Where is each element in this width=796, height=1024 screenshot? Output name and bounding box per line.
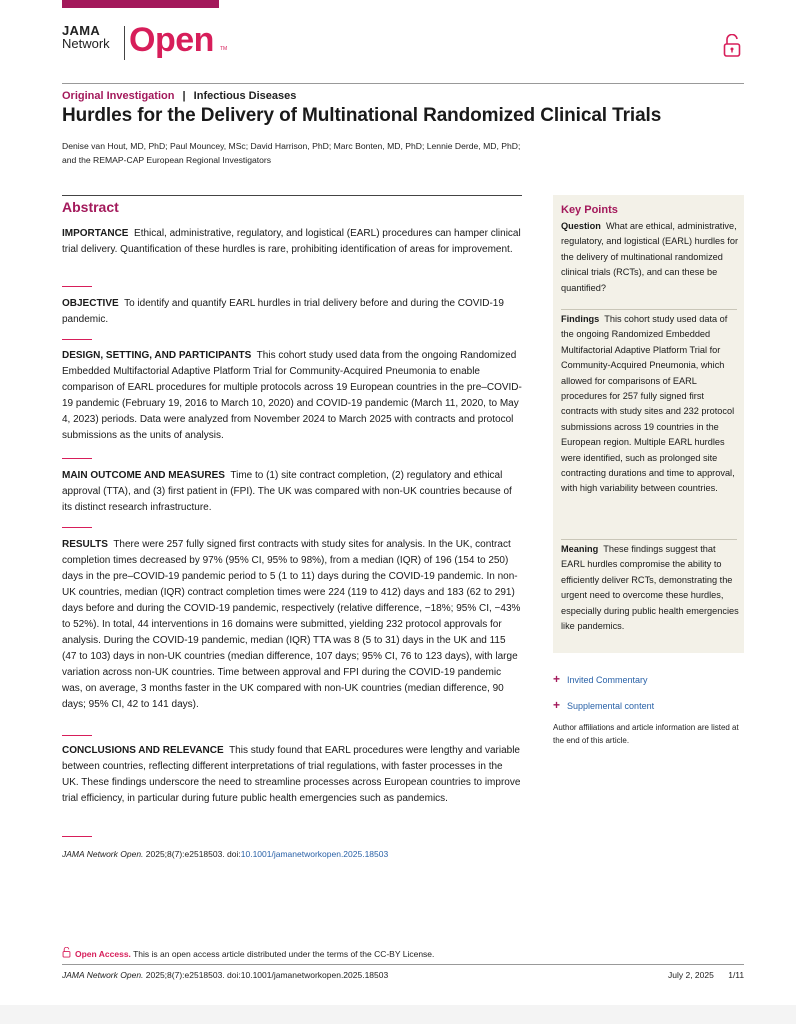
- footer-journal: JAMA Network Open.: [62, 970, 144, 980]
- footer-rule: [62, 964, 744, 965]
- section-text: This cohort study used data from the ongoing Randomized Embedded Multifactorial Adaptive Platform Trial for Community-Acquired Pneumonia to enable comparison of EARL procedures for multiple protocols across 19 European countries in the pre–COVID-19 pandemic (February 19, 2016 to March 10, 2020) and COVID-19 pandemic (March 11, 2020, to May 4, 2023) periods. Data were analyzed from November 2024 to March 2025 with contracts and protocol submissions as the units of analysis.: [62, 350, 522, 441]
- author-line: Denise van Hout, MD, PhD; Paul Mouncey, MSc; David Harrison, PhD; Marc Bonten, MD, PhD; Lennie Derde, MD, PhD;: [62, 141, 521, 151]
- section-text: Time to (1) site contract completion, (2) regulatory and ethical approval (TTA), and (3) first patient in (FPI). The UK was compared with non-UK countries because of its distinct research infrastructure.: [62, 470, 512, 513]
- key-points-divider: [561, 309, 737, 310]
- key-point-label: Question: [561, 221, 601, 231]
- citation-ref: 2025;8(7):e2518503. doi:: [143, 849, 241, 859]
- affiliations-note: Author affiliations and article information are listed at the end of this article.: [553, 723, 739, 745]
- section-label: IMPORTANCE: [62, 228, 129, 239]
- author-line: and the REMAP-CAP European Regional Investigators: [62, 154, 272, 165]
- abstract-outcomes: [62, 468, 522, 516]
- section-label: OBJECTIVE: [62, 298, 119, 309]
- abstract-results: [62, 537, 522, 713]
- section-divider: [62, 735, 92, 736]
- open-lock-icon: [723, 34, 741, 58]
- abstract-top-rule: [62, 195, 522, 196]
- article-type[interactable]: Original Investigation: [62, 90, 175, 102]
- citation-doi-link[interactable]: 10.1001/jamanetworkopen.2025.18503: [240, 849, 389, 859]
- logo-jama: JAMA: [62, 23, 101, 38]
- author-list: [62, 140, 582, 167]
- article-citation: [62, 849, 388, 859]
- key-point-text: This cohort study used data of the ongoing Randomized Embedded Multifactorial Adaptive Platform Trial for Community-Acquired Pneumonia, which allowed for comparisons of EARL procedures for 257 fully signed first contracts with study sites and 232 protocol submissions across 19 countries in the European region. Multiple EARL hurdles were identified, such as prolonged site contracting durations and time to approval, with high variability between countries.: [561, 314, 735, 494]
- key-point-meaning: [561, 542, 739, 634]
- logo-divider: [124, 26, 125, 60]
- page-bottom-band: [0, 1005, 796, 1024]
- link-label: Invited Commentary: [567, 675, 648, 685]
- link-label: Supplemental content: [567, 701, 655, 711]
- article-title: Hurdles for the Delivery of Multinational Randomized Clinical Trials: [62, 105, 662, 126]
- key-points-heading: Key Points: [561, 204, 618, 216]
- open-access-note: [62, 947, 434, 959]
- article-kicker: [62, 90, 296, 102]
- section-text: There were 257 fully signed first contracts with study sites for analysis. In the UK, contract completion times decreased by 97% (95% CI, 95% to 98%), from a median (IQR) of 196 (154 to 250) days in the pre–COVID-19 pandemic period to 5 (1 to 11) days during the COVID-19 pandemic. In non-UK countries, median (IQR) contract completion times were 224 (119 to 412) days and 183 (62 to 291) days before and during the COVID-19 pandemic, respectively (relative difference, −18%; 95% CI, −43% to 52%). In total, 44 interventions in 16 domains were submitted, yielding 232 protocol approvals for analysis. During the COVID-19 pandemic, median (IQR) TTA was 8 (5 to 31) days in the UK and 115 (47 to 103) days in non-UK countries (median difference, 107 days; 95% CI, 76 to 123 days), with large variation across non-UK countries. Time between approval and FPI during the COVID-19 pandemic was, on average, 3 months faster in the UK compared with non-UK countries (median difference, 90 days; 95% CI, 42 to 141 days).: [62, 539, 521, 710]
- section-label: RESULTS: [62, 539, 108, 550]
- key-points-divider: [561, 539, 737, 540]
- key-point-label: Findings: [561, 314, 600, 324]
- footer-date-page: [668, 970, 744, 980]
- key-point-label: Meaning: [561, 544, 599, 554]
- key-point-findings: [561, 312, 739, 497]
- section-text: To identify and quantify EARL hurdles in trial delivery before and during the COVID-19 pandemic.: [62, 298, 504, 325]
- footer-date: July 2, 2025: [668, 970, 714, 980]
- key-point-text: These findings suggest that EARL hurdles compromise the ability to efficiently deliver RCTs, demonstrating the urgent need to overcome these hurdles, especially during public health emergencies like pandemics.: [561, 544, 739, 632]
- footer-ref: 2025;8(7):e2518503. doi:10.1001/jamanetworkopen.2025.18503: [143, 970, 389, 980]
- section-text: Ethical, administrative, regulatory, and logistical (EARL) procedures can hamper clinical trial delivery. Quantification of these hurdles is rare, prohibiting identification of areas for improvement.: [62, 228, 521, 255]
- header-rule: [62, 83, 744, 84]
- logo-network: Network: [62, 36, 110, 51]
- plus-icon: +: [553, 672, 561, 686]
- section-divider: [62, 339, 92, 340]
- supplemental-content-link[interactable]: [553, 698, 654, 712]
- key-points-box: [553, 195, 744, 653]
- invited-commentary-link[interactable]: [553, 672, 648, 686]
- open-lock-icon: [62, 947, 71, 958]
- logo-open: Open: [129, 21, 214, 59]
- citation-journal: JAMA Network Open.: [62, 849, 144, 859]
- key-point-text: What are ethical, administrative, regulatory, and logistical (EARL) hurdles for the delivery of multinational randomized clinical trials (RCTs), and can these be quantified?: [561, 221, 739, 293]
- kicker-separator: |: [182, 90, 186, 102]
- abstract-objective: [62, 296, 522, 328]
- section-divider: [62, 527, 92, 528]
- abstract-importance: [62, 226, 522, 258]
- section-label: DESIGN, SETTING, AND PARTICIPANTS: [62, 350, 252, 361]
- abstract-heading: Abstract: [62, 199, 119, 215]
- section-label: MAIN OUTCOME AND MEASURES: [62, 470, 225, 481]
- section-divider: [62, 286, 92, 287]
- footer-page-number: 1/11: [728, 970, 745, 980]
- footer-citation: [62, 970, 388, 980]
- brand-color-bar: [62, 0, 219, 8]
- journal-logo[interactable]: [62, 21, 228, 59]
- article-topic[interactable]: Infectious Diseases: [193, 90, 297, 102]
- plus-icon: +: [553, 698, 561, 712]
- open-access-label[interactable]: Open Access.: [75, 949, 131, 959]
- abstract-design: [62, 348, 522, 444]
- section-divider: [62, 458, 92, 459]
- logo-trademark: TM: [220, 46, 228, 52]
- open-access-text: This is an open access article distributed under the terms of the CC-BY License.: [130, 949, 435, 959]
- section-divider: [62, 836, 92, 837]
- key-point-question: [561, 219, 739, 296]
- abstract-conclusions: [62, 743, 522, 807]
- section-label: CONCLUSIONS AND RELEVANCE: [62, 745, 224, 756]
- section-text: This study found that EARL procedures were lengthy and variable between countries, reflecting different interpretations of trial regulations, with faster processes in the UK. These findings underscore the need to streamline processes across European countries to improve trial efficiency, in particular during future public health emergencies such as pandemics.: [62, 745, 521, 804]
